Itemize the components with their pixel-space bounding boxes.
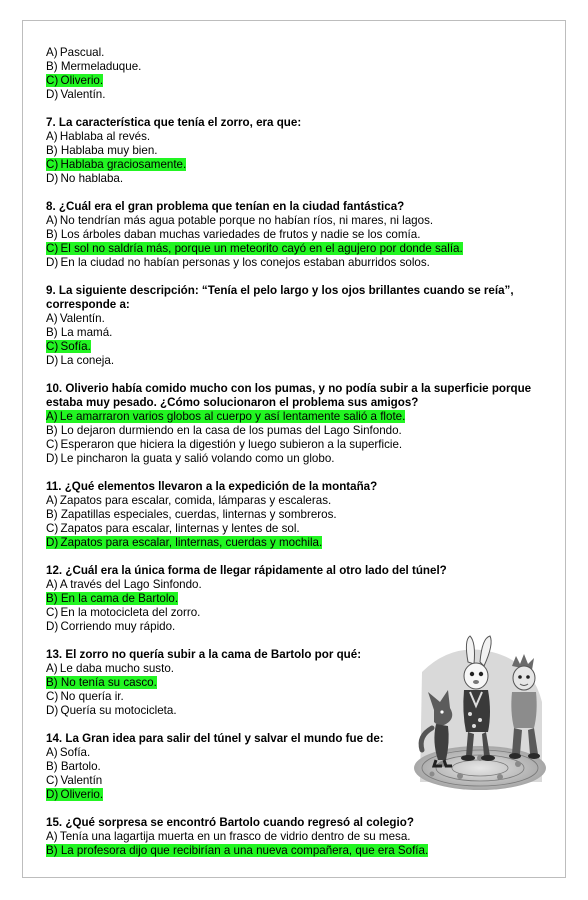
question-number: 9. (46, 284, 56, 297)
question-block (46, 284, 546, 368)
question-text: ¿Qué sorpresa se encontró Bartolo cuando regresó al colegio? (65, 816, 414, 829)
correct-answer-option: D) Oliverio. (46, 788, 104, 801)
question-number: 10. (46, 382, 63, 395)
question-number: 11. (46, 480, 62, 493)
fox-rabbit-boy-illustration (412, 632, 548, 792)
answer-option: A) Sofía. (46, 746, 91, 759)
question-number: 14. (46, 732, 63, 745)
question-title (46, 648, 396, 662)
answer-option: C) No quería ir. (46, 690, 124, 703)
answer-option: D) Quería su motocicleta. (46, 704, 177, 717)
answer-option: D) Valentín. (46, 88, 106, 101)
question-number: 12. (46, 564, 63, 577)
correct-answer-option: C) Sofía. (46, 340, 91, 353)
answer-option: D) La coneja. (46, 354, 115, 367)
correct-answer-option: B) En la cama de Bartolo. (46, 592, 179, 605)
question-block (46, 200, 546, 270)
answer-option: C) En la motocicleta del zorro. (46, 606, 201, 619)
question-block (46, 564, 546, 634)
answer-option: D) Corriendo muy rápido. (46, 620, 176, 633)
question-title (46, 116, 546, 130)
question-block (46, 46, 546, 102)
question-title (46, 200, 546, 214)
question-number: 8. (46, 200, 56, 213)
question-number: 13. (46, 648, 63, 661)
question-block (46, 116, 546, 186)
question-text: La siguiente descripción: “Tenía el pelo largo y los ojos brillantes cuando se reía”, corresponde a: (46, 284, 514, 311)
answer-option: D) No hablaba. (46, 172, 124, 185)
answer-option: A) Tenía una lagartija muerta en un frasco de vidrio dentro de su mesa. (46, 830, 411, 843)
question-text: Oliverio había comido mucho con los pumas, y no podía subir a la superficie porque estaba muy pesado. ¿Cómo solucionaron el problema sus amigos? (46, 382, 532, 409)
answer-option: D) En la ciudad no habían personas y los conejos estaban aburridos solos. (46, 256, 430, 269)
answer-option: D) Le pincharon la guata y salió volando como un globo. (46, 452, 335, 465)
question-block (46, 816, 546, 858)
correct-answer-option: B) No tenía su casco. (46, 676, 157, 689)
question-text: La característica que tenía el zorro, era que: (58, 116, 302, 129)
question-block (46, 648, 396, 718)
correct-answer-option: C) El sol no saldría más, porque un meteorito cayó en el agujero por donde salía. (46, 242, 463, 255)
question-block (46, 480, 546, 550)
question-title (46, 732, 396, 746)
question-text: ¿Cuál era el gran problema que tenían en la ciudad fantástica? (58, 200, 405, 213)
question-block (46, 732, 396, 802)
correct-answer-option: D) Zapatos para escalar, linternas, cuerdas y mochila. (46, 536, 323, 549)
correct-answer-option: B) La profesora dijo que recibirían a una nueva compañera, que era Sofía. (46, 844, 429, 857)
answer-option: B) La mamá. (46, 326, 113, 339)
answer-option: C) Zapatos para escalar, linternas y lentes de sol. (46, 522, 300, 535)
question-text: La Gran idea para salir del túnel y salvar el mundo fue de: (65, 732, 384, 745)
answer-option: B) Bartolo. (46, 760, 101, 773)
answer-option: C) Valentín (46, 774, 103, 787)
answer-option: A) Hablaba al revés. (46, 130, 151, 143)
question-title (46, 284, 546, 312)
answer-option: A) A través del Lago Sinfondo. (46, 578, 202, 591)
question-number: 7. (46, 116, 56, 129)
answer-option: B) Zapatillas especiales, cuerdas, linternas y sombreros. (46, 508, 337, 521)
question-title (46, 480, 546, 494)
answer-option: A) Zapatos para escalar, comida, lámparas y escaleras. (46, 494, 332, 507)
correct-answer-option: C) Oliverio. (46, 74, 104, 87)
correct-answer-option: C) Hablaba graciosamente. (46, 158, 187, 171)
answer-option: A) Valentín. (46, 312, 105, 325)
correct-answer-option: A) Le amarraron varios globos al cuerpo y así lentamente salió a flote. (46, 410, 406, 423)
answer-option: B) Mermeladuque. (46, 60, 142, 73)
question-number: 15. (46, 816, 63, 829)
question-text: El zorro no quería subir a la cama de Bartolo por qué: (65, 648, 362, 661)
question-text: ¿Cuál era la única forma de llegar rápidamente al otro lado del túnel? (65, 564, 447, 577)
question-title (46, 382, 546, 410)
question-block (46, 382, 546, 466)
answer-option: C) Esperaron que hiciera la digestión y luego subieron a la superficie. (46, 438, 403, 451)
answer-option: B) Los árboles daban muchas variedades de frutos y nadie se los comía. (46, 228, 421, 241)
answer-option: A) No tendrían más agua potable porque no habían ríos, ni mares, ni lagos. (46, 214, 434, 227)
answer-option: A) Le daba mucho susto. (46, 662, 174, 675)
answer-option: A) Pascual. (46, 46, 105, 59)
question-title (46, 564, 546, 578)
answer-option: B) Hablaba muy bien. (46, 144, 158, 157)
question-title (46, 816, 546, 830)
answer-option: B) Lo dejaron durmiendo en la casa de los pumas del Lago Sinfondo. (46, 424, 402, 437)
question-text: ¿Qué elementos llevaron a la expedición de la montaña? (64, 480, 378, 493)
